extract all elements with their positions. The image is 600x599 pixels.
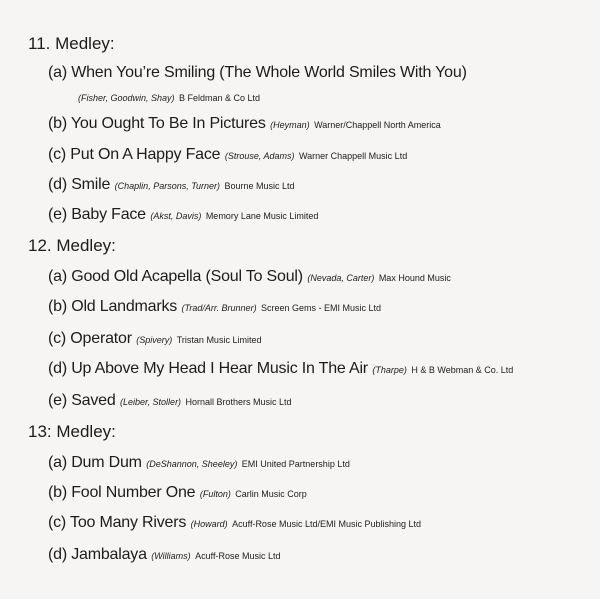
track-title: (b) Old Landmarks <box>48 298 178 315</box>
track-item <box>48 392 590 410</box>
track-title: (d) Up Above My Head I Hear Music In The Air <box>48 360 368 377</box>
track-writers: (Spivery) <box>136 335 173 345</box>
track-writers: (Heyman) <box>270 120 310 130</box>
track-credit <box>78 88 260 106</box>
medley-heading: 11. Medley: <box>28 34 115 53</box>
track-publisher: Warner/Chappell North America <box>314 120 441 130</box>
track-item <box>48 115 590 133</box>
track-item <box>48 268 590 286</box>
track-title: (b) You Ought To Be In Pictures <box>48 115 266 132</box>
track-item <box>48 484 590 502</box>
track-writers: (Chaplin, Parsons, Turner) <box>114 181 221 191</box>
track-publisher: B Feldman & Co Ltd <box>179 93 261 103</box>
track-writers: (Howard) <box>190 519 228 529</box>
track-publisher: EMI United Partnership Ltd <box>241 459 350 469</box>
track-writers: (Williams) <box>151 551 191 561</box>
track-publisher: Max Hound Music <box>378 273 451 283</box>
track-publisher: Hornall Brothers Music Ltd <box>185 397 292 407</box>
track-item <box>48 330 590 348</box>
track-item <box>48 360 590 378</box>
track-writers: (Trad/Arr. Brunner) <box>181 303 257 313</box>
track-writers: (Fisher, Goodwin, Shay) <box>78 93 175 103</box>
track-item <box>48 546 590 564</box>
track-item <box>48 176 590 194</box>
track-title: (b) Fool Number One <box>48 484 196 501</box>
track-title: (c) Operator <box>48 330 132 347</box>
track-publisher: Memory Lane Music Limited <box>205 211 319 221</box>
track-item <box>48 206 590 224</box>
track-writers: (Fulton) <box>199 489 231 499</box>
track-publisher: Warner Chappell Music Ltd <box>298 151 408 161</box>
track-publisher: H & B Webman & Co. Ltd <box>411 365 514 375</box>
track-publisher: Screen Gems - EMI Music Ltd <box>261 303 382 313</box>
track-writers: (Strouse, Adams) <box>224 151 295 161</box>
track-item <box>48 454 590 472</box>
track-title: (a) Good Old Acapella (Soul To Soul) <box>48 268 303 285</box>
track-writers: (Nevada, Carter) <box>307 273 375 283</box>
track-publisher: Acuff-Rose Music Ltd <box>195 551 281 561</box>
medley-heading: 13: Medley: <box>28 422 116 441</box>
track-publisher: Bourne Music Ltd <box>224 181 295 191</box>
track-publisher: Carlin Music Corp <box>235 489 307 499</box>
track-title: (a) Dum Dum <box>48 454 142 471</box>
track-item <box>48 298 590 316</box>
track-writers: (DeShannon, Sheeley) <box>146 459 238 469</box>
track-publisher: Tristan Music Limited <box>176 335 262 345</box>
track-title: (a) When You’re Smiling (The Whole World Smiles With You) <box>48 64 467 81</box>
track-title: (c) Put On A Happy Face <box>48 146 221 163</box>
track-item <box>48 146 590 164</box>
track-title: (d) Jambalaya <box>48 546 147 563</box>
medley-heading: 12. Medley: <box>28 236 116 255</box>
track-item <box>48 514 590 532</box>
track-writers: (Akst, Davis) <box>150 211 202 221</box>
track-title: (e) Saved <box>48 392 116 409</box>
track-writers: (Tharpe) <box>372 365 407 375</box>
track-title: (e) Baby Face <box>48 206 146 223</box>
track-title: (c) Too Many Rivers <box>48 514 187 531</box>
track-item <box>48 64 590 82</box>
track-title: (d) Smile <box>48 176 111 193</box>
track-writers: (Leiber, Stoller) <box>120 397 182 407</box>
track-publisher: Acuff-Rose Music Ltd/EMI Music Publishing Ltd <box>232 519 422 529</box>
